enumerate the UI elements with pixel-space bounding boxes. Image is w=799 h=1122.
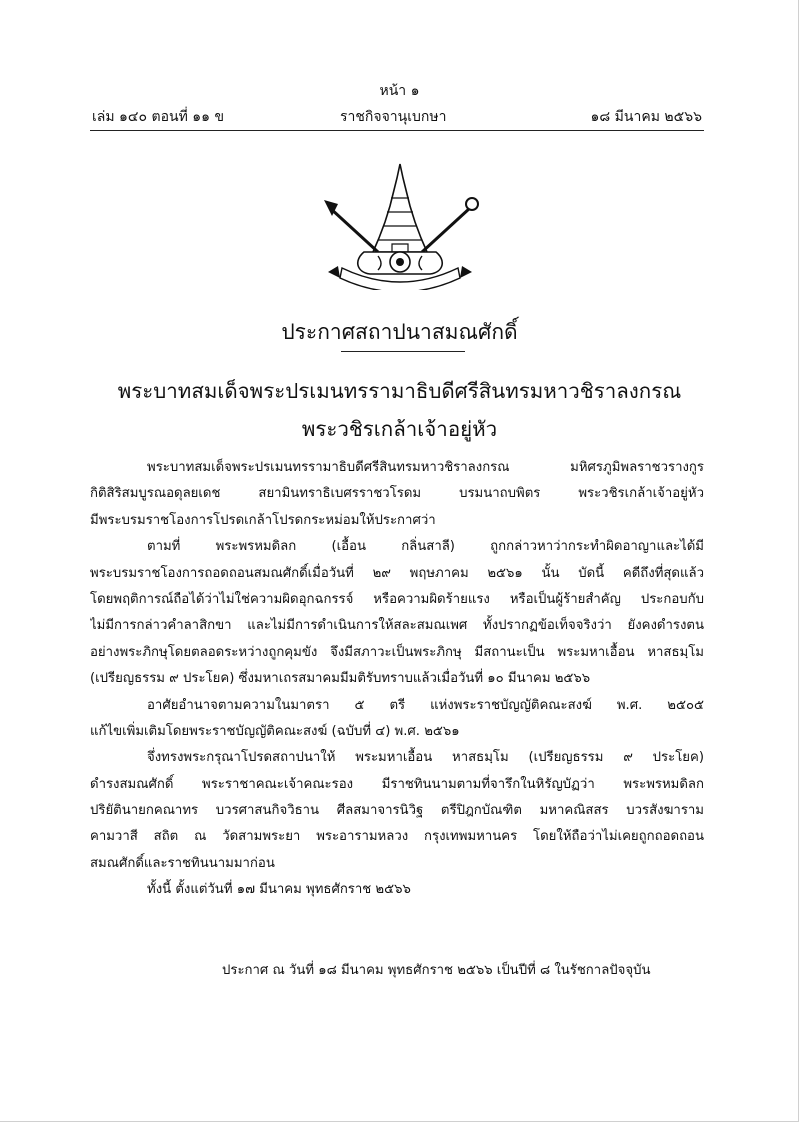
document-title: ประกาศสถาปนาสมณศักดิ์	[281, 320, 518, 344]
body-line: ปริยัตินายกคณาทร บวรศาสนกิจวิธาน ศีลสมาจารนิวิฐ ตรีปิฎกบัณฑิต มหาคณิสสร บวรสังฆาราม	[90, 803, 704, 819]
body-line: พระบาทสมเด็จพระปรเมนทรรามาธิบดีศรีสินทรมหาวชิราลงกรณ มหิศรภูมิพลราชวรางกูร	[147, 460, 704, 475]
body-line: อย่างพระภิกษุโดยตลอดระหว่างถูกคุมขัง จึงมีสภาวะเป็นพระภิกษุ มีสถานะเป็น พระมหาเอื้อน หาสธมฺโม	[90, 644, 704, 660]
king-name-line: พระบาทสมเด็จพระปรเมนทรรามาธิบดีศรีสินทรมหาวชิราลงกรณ	[117, 379, 682, 403]
body-line: สมณศักดิ์และราชทินนามมาก่อน	[90, 855, 275, 871]
title-underline	[341, 351, 465, 352]
body-line: จึ่งทรงพระกรุณาโปรดสถาปนาให้ พระมหาเอื้อน หาสธมฺโม (เปรียญธรรม ๙ ประโยค)	[147, 750, 704, 766]
paragraph-background	[90, 534, 704, 692]
body-line: (เปรียญธรรม ๙ ประโยค) ซึ่งมหาเถรสมาคมมีมติรับทราบแล้วเมื่อวันที่ ๑๐ มีนาคม ๒๕๖๖	[90, 671, 591, 687]
gazette-header	[92, 106, 702, 126]
body-line: กิติสิริสมบูรณอดุลยเดช สยามินทราธิเบศรราชวโรดม บรมนาถบพิตร พระวชิรเกล้าเจ้าอยู่หัว	[90, 486, 704, 502]
body-line: แก้ไขเพิ่มเติมโดยพระราชบัญญัติคณะสงฆ์ (ฉบับที่ ๔) พ.ศ. ๒๕๖๑	[90, 723, 460, 739]
page-number: หน้า ๑	[379, 83, 420, 99]
body-line: ดำรงสมณศักดิ์ พระราชาคณะเจ้าคณะรอง มีราชทินนามตามที่จารึกในหิรัญบัฏว่า พระพรหมดิลก	[90, 776, 704, 792]
issue-date: ๑๘ มีนาคม ๒๕๖๖	[590, 109, 702, 125]
paragraph-appointment	[90, 745, 704, 877]
king-name-line: พระวชิรเกล้าเจ้าอยู่หัว	[301, 417, 498, 441]
body-line: มีพระบรมราชโองการโปรดเกล้าโปรดกระหม่อมให้ประกาศว่า	[90, 512, 436, 528]
body-line: คามวาสี สถิต ณ วัดสามพระยา พระอารามหลวง กรุงเทพมหานคร โดยให้ถือว่าไม่เคยถูกถอดถอน	[90, 829, 704, 845]
body-line: ทั้งนี้ ตั้งแต่วันที่ ๑๗ มีนาคม พุทธศักราช ๒๕๖๖	[147, 882, 411, 898]
header-divider	[90, 130, 704, 131]
proclamation-body	[90, 455, 704, 904]
paragraph-effective-date	[90, 877, 704, 903]
paragraph-announcement	[90, 455, 704, 534]
royal-emblem-icon	[320, 160, 480, 290]
king-name	[0, 372, 799, 448]
proclamation-date: ประกาศ ณ วันที่ ๑๘ มีนาคม พุทธศักราช ๒๕๖๖ เป็นปีที่ ๘ ในรัชกาลปัจจุบัน	[222, 963, 651, 978]
volume-issue: เล่ม ๑๔๐ ตอนที่ ๑๑ ข	[92, 109, 225, 125]
body-line: โดยพฤติการณ์ถือได้ว่าไม่ใช่ความผิดอุกฉกรรจ์ หรือความผิดร้ายแรง หรือเป็นผู้ร้ายสำคัญ ประกอบกับ	[90, 591, 704, 607]
body-line: ไม่มีการกล่าวคำลาสิกขา และไม่มีการดำเนินการให้สละสมณเพศ ทั้งปรากฏข้อเท็จจริงว่า ยังคงดำรงตน	[90, 618, 704, 634]
gazette-name: ราชกิจจานุเบกษา	[340, 109, 447, 125]
body-line: ตามที่ พระพรหมดิลก (เอื้อน กลิ่นสาลี) ถูกกล่าวหาว่ากระทำผิดอาญาและได้มี	[147, 539, 704, 555]
body-line: อาศัยอำนาจตามความในมาตรา ๕ ตรี แห่งพระราชบัญญัติคณะสงฆ์ พ.ศ. ๒๕๐๕	[147, 697, 704, 713]
paragraph-authority	[90, 693, 704, 746]
body-line: พระบรมราชโองการถอดถอนสมณศักดิ์เมื่อวันที่ ๒๙ พฤษภาคม ๒๕๖๑ นั้น บัดนี้ คดีถึงที่สุดแล้ว	[90, 565, 704, 581]
